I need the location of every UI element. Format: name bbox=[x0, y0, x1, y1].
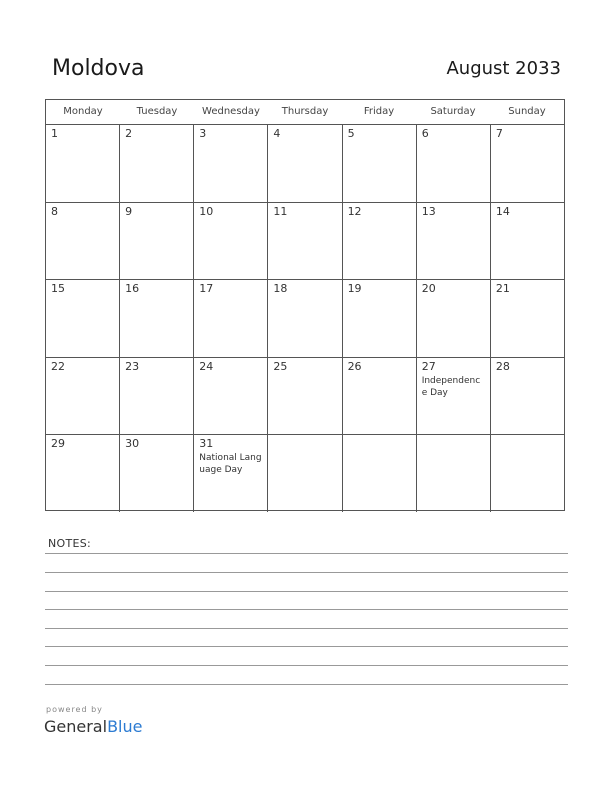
day-cell bbox=[491, 280, 564, 357]
day-number: 1 bbox=[51, 127, 58, 140]
month-title: August 2033 bbox=[446, 58, 561, 79]
generalblue-logo bbox=[44, 717, 142, 736]
weekday-tuesday: Tuesday bbox=[136, 106, 178, 117]
holiday-label: Independence Day bbox=[421, 375, 481, 398]
holiday-label: National Language Day bbox=[199, 453, 262, 476]
day-cell bbox=[268, 280, 342, 357]
day-number: 26 bbox=[347, 359, 362, 373]
day-cell bbox=[194, 435, 268, 512]
day-number: 12 bbox=[347, 204, 362, 218]
notes-line bbox=[45, 591, 568, 592]
day-cell bbox=[417, 358, 491, 435]
day-cell bbox=[120, 280, 194, 357]
calendar-grid bbox=[45, 99, 565, 511]
day-cell bbox=[194, 358, 268, 435]
notes-line bbox=[45, 553, 568, 554]
day-number: 30 bbox=[125, 437, 140, 451]
day-cell bbox=[46, 203, 120, 280]
day-number: 27 bbox=[421, 359, 436, 373]
day-cell bbox=[491, 435, 564, 512]
calendar-week-row bbox=[46, 125, 564, 203]
day-number: 15 bbox=[51, 282, 65, 296]
calendar-week-row bbox=[46, 435, 564, 512]
day-cell bbox=[343, 435, 417, 512]
day-number: 2 bbox=[125, 127, 133, 140]
day-number: 6 bbox=[421, 127, 429, 140]
weeks-container bbox=[46, 125, 564, 512]
day-cell bbox=[343, 358, 417, 435]
day-number: 29 bbox=[51, 437, 65, 451]
day-cell bbox=[417, 125, 491, 202]
day-number: 14 bbox=[495, 204, 510, 218]
day-cell bbox=[491, 358, 564, 435]
day-cell bbox=[120, 125, 194, 202]
day-cell bbox=[46, 435, 120, 512]
weekday-friday: Friday bbox=[363, 106, 395, 117]
day-number: 9 bbox=[125, 204, 133, 218]
day-cell bbox=[417, 203, 491, 280]
day-cell bbox=[46, 125, 120, 202]
day-cell bbox=[343, 280, 417, 357]
day-number: 18 bbox=[273, 282, 288, 296]
calendar-week-row bbox=[46, 280, 564, 358]
day-cell bbox=[194, 203, 268, 280]
country-title: Moldova bbox=[52, 56, 145, 81]
day-number: 28 bbox=[495, 359, 510, 373]
notes-line bbox=[45, 628, 568, 629]
day-cell bbox=[268, 358, 342, 435]
notes-label: NOTES: bbox=[48, 537, 92, 550]
day-cell bbox=[417, 435, 491, 512]
day-cell bbox=[343, 125, 417, 202]
day-cell bbox=[194, 280, 268, 357]
day-number: 7 bbox=[495, 127, 503, 140]
day-number: 11 bbox=[273, 204, 288, 218]
day-number: 21 bbox=[495, 282, 510, 296]
logo-general: General bbox=[44, 717, 108, 736]
day-cell bbox=[268, 203, 342, 280]
day-number: 3 bbox=[199, 127, 207, 140]
day-number: 17 bbox=[199, 282, 214, 296]
day-cell bbox=[417, 280, 491, 357]
weekday-monday: Monday bbox=[63, 106, 103, 117]
day-cell bbox=[268, 435, 342, 512]
day-cell bbox=[120, 435, 194, 512]
day-number: 23 bbox=[125, 359, 140, 373]
day-number: 31 bbox=[199, 437, 214, 451]
day-number: 10 bbox=[199, 204, 214, 218]
day-number: 22 bbox=[51, 359, 65, 373]
day-cell bbox=[120, 358, 194, 435]
day-number: 4 bbox=[273, 127, 281, 140]
powered-by-text: powered by bbox=[46, 705, 103, 714]
day-number: 13 bbox=[421, 204, 436, 218]
day-cell bbox=[120, 203, 194, 280]
weekday-thursday: Thursday bbox=[281, 106, 329, 117]
day-number: 8 bbox=[51, 204, 58, 218]
logo-blue: Blue bbox=[107, 717, 143, 736]
day-number: 24 bbox=[199, 359, 214, 373]
day-number: 5 bbox=[347, 127, 355, 140]
weekday-wednesday: Wednesday bbox=[202, 106, 260, 117]
day-cell bbox=[491, 125, 564, 202]
day-cell bbox=[46, 358, 120, 435]
day-cell bbox=[491, 203, 564, 280]
day-number: 20 bbox=[421, 282, 436, 296]
day-cell bbox=[343, 203, 417, 280]
weekday-saturday: Saturday bbox=[430, 106, 476, 117]
notes-line bbox=[45, 665, 568, 666]
day-cell bbox=[268, 125, 342, 202]
day-cell bbox=[194, 125, 268, 202]
day-number: 25 bbox=[273, 359, 288, 373]
day-number: 16 bbox=[125, 282, 140, 296]
notes-line bbox=[45, 609, 568, 610]
weekday-header bbox=[46, 100, 564, 125]
calendar-week-row bbox=[46, 358, 564, 436]
notes-line bbox=[45, 646, 568, 647]
day-number: 19 bbox=[347, 282, 362, 296]
day-cell bbox=[46, 280, 120, 357]
notes-line bbox=[45, 684, 568, 685]
weekday-sunday: Sunday bbox=[508, 106, 546, 117]
calendar-week-row bbox=[46, 203, 564, 281]
notes-line bbox=[45, 572, 568, 573]
